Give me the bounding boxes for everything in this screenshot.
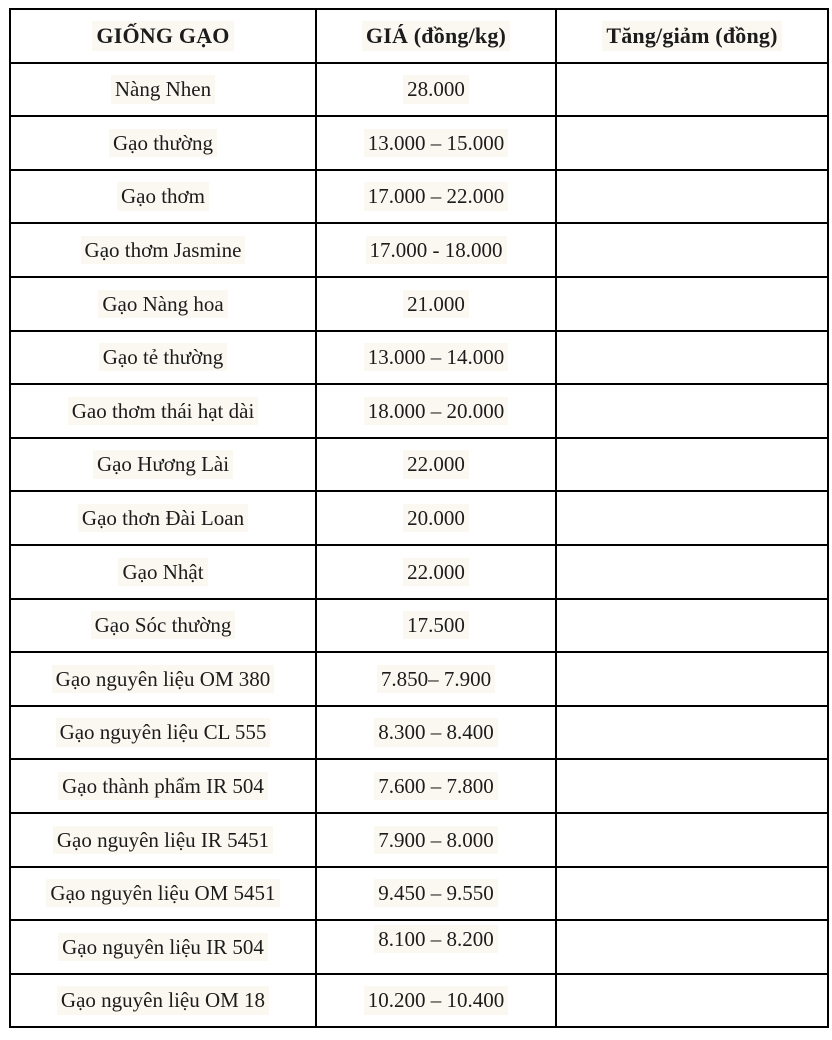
change-cell bbox=[556, 599, 828, 653]
price-cell-text: 17.000 – 22.000 bbox=[364, 182, 509, 210]
price-cell bbox=[316, 223, 556, 277]
table-row bbox=[10, 545, 828, 599]
price-cell-text: 17.500 bbox=[403, 611, 469, 639]
price-cell bbox=[316, 599, 556, 653]
change-cell bbox=[556, 438, 828, 492]
variety-cell bbox=[10, 652, 316, 706]
variety-cell bbox=[10, 867, 316, 921]
variety-cell bbox=[10, 116, 316, 170]
price-cell bbox=[316, 170, 556, 224]
table-row bbox=[10, 759, 828, 813]
price-cell-text: 7.600 – 7.800 bbox=[374, 772, 498, 800]
price-cell bbox=[316, 759, 556, 813]
price-cell bbox=[316, 813, 556, 867]
price-cell bbox=[316, 867, 556, 921]
variety-cell-text: Gạo Nàng hoa bbox=[98, 290, 227, 318]
change-cell bbox=[556, 867, 828, 921]
price-cell-text: 22.000 bbox=[403, 450, 469, 478]
variety-cell-text: Gạo Hương Lài bbox=[93, 450, 233, 478]
change-cell bbox=[556, 384, 828, 438]
change-cell bbox=[556, 545, 828, 599]
price-cell bbox=[316, 63, 556, 117]
price-cell-text: 20.000 bbox=[403, 504, 469, 532]
column-header-change bbox=[556, 9, 828, 63]
change-cell bbox=[556, 920, 828, 974]
table-row bbox=[10, 170, 828, 224]
variety-cell bbox=[10, 384, 316, 438]
change-cell bbox=[556, 63, 828, 117]
price-cell-text: 28.000 bbox=[403, 75, 469, 103]
table-row bbox=[10, 867, 828, 921]
table-row bbox=[10, 974, 828, 1028]
price-cell-text: 9.450 – 9.550 bbox=[374, 879, 498, 907]
price-cell-text: 8.300 – 8.400 bbox=[374, 718, 498, 746]
variety-cell bbox=[10, 759, 316, 813]
variety-cell-text: Gạo Nhật bbox=[118, 558, 207, 586]
table-row bbox=[10, 63, 828, 117]
column-header-price bbox=[316, 9, 556, 63]
price-cell-text: 21.000 bbox=[403, 290, 469, 318]
variety-cell bbox=[10, 331, 316, 385]
variety-cell bbox=[10, 706, 316, 760]
header-row bbox=[10, 9, 828, 63]
table-header bbox=[10, 9, 828, 63]
price-cell bbox=[316, 545, 556, 599]
table-row bbox=[10, 116, 828, 170]
price-cell-text: 13.000 – 15.000 bbox=[364, 129, 509, 157]
table-row bbox=[10, 384, 828, 438]
change-cell bbox=[556, 974, 828, 1028]
table-row bbox=[10, 920, 828, 974]
table-row bbox=[10, 706, 828, 760]
change-cell bbox=[556, 491, 828, 545]
change-cell bbox=[556, 706, 828, 760]
table-row bbox=[10, 813, 828, 867]
variety-cell bbox=[10, 223, 316, 277]
variety-cell-text: Gạo Sóc thường bbox=[91, 611, 236, 639]
variety-cell-text: Gạo nguyên liệu OM 5451 bbox=[46, 879, 279, 907]
price-cell bbox=[316, 116, 556, 170]
change-cell bbox=[556, 170, 828, 224]
variety-cell bbox=[10, 974, 316, 1028]
change-cell bbox=[556, 223, 828, 277]
variety-cell-text: Gạo nguyên liệu OM 18 bbox=[57, 986, 269, 1014]
variety-cell bbox=[10, 170, 316, 224]
price-cell-text: 10.200 – 10.400 bbox=[364, 986, 509, 1014]
price-cell-text: 17.000 - 18.000 bbox=[366, 236, 507, 264]
variety-cell-text: Gạo nguyên liệu IR 504 bbox=[58, 933, 268, 961]
variety-cell bbox=[10, 545, 316, 599]
price-cell bbox=[316, 974, 556, 1028]
rice-price-table bbox=[9, 8, 829, 1028]
price-cell bbox=[316, 277, 556, 331]
price-cell bbox=[316, 438, 556, 492]
column-header-variety bbox=[10, 9, 316, 63]
price-cell bbox=[316, 706, 556, 760]
price-cell bbox=[316, 491, 556, 545]
table-body bbox=[10, 63, 828, 1028]
table-row bbox=[10, 438, 828, 492]
price-cell-text: 8.100 – 8.200 bbox=[374, 925, 498, 953]
variety-cell bbox=[10, 920, 316, 974]
variety-cell-text: Gạo thơm bbox=[117, 182, 209, 210]
column-header-price-label: GIÁ (đồng/kg) bbox=[362, 21, 510, 51]
table-row bbox=[10, 277, 828, 331]
variety-cell bbox=[10, 599, 316, 653]
variety-cell-text: Gạo tẻ thường bbox=[99, 343, 227, 371]
price-cell-text: 7.900 – 8.000 bbox=[374, 826, 498, 854]
table-row bbox=[10, 491, 828, 545]
change-cell bbox=[556, 277, 828, 331]
variety-cell bbox=[10, 277, 316, 331]
table-row bbox=[10, 331, 828, 385]
variety-cell bbox=[10, 491, 316, 545]
change-cell bbox=[556, 116, 828, 170]
table-row bbox=[10, 652, 828, 706]
variety-cell bbox=[10, 63, 316, 117]
price-cell bbox=[316, 331, 556, 385]
price-cell bbox=[316, 652, 556, 706]
variety-cell-text: Gạo nguyên liệu IR 5451 bbox=[53, 826, 273, 854]
variety-cell-text: Gạo thành phẩm IR 504 bbox=[58, 772, 268, 800]
price-cell bbox=[316, 384, 556, 438]
variety-cell-text: Gạo thơm Jasmine bbox=[81, 236, 246, 264]
column-header-change-label: Tăng/giảm (đồng) bbox=[602, 21, 781, 51]
change-cell bbox=[556, 813, 828, 867]
variety-cell-text: Gạo nguyên liệu CL 555 bbox=[56, 718, 271, 746]
change-cell bbox=[556, 652, 828, 706]
price-cell bbox=[316, 920, 556, 974]
variety-cell bbox=[10, 438, 316, 492]
change-cell bbox=[556, 759, 828, 813]
price-cell-text: 13.000 – 14.000 bbox=[364, 343, 509, 371]
variety-cell-text: Gạo thường bbox=[109, 129, 217, 157]
variety-cell-text: Gạo nguyên liệu OM 380 bbox=[52, 665, 275, 693]
price-cell-text: 7.850– 7.900 bbox=[377, 665, 495, 693]
table-row bbox=[10, 599, 828, 653]
variety-cell-text: Nàng Nhen bbox=[111, 75, 215, 103]
column-header-variety-label: GIỐNG GẠO bbox=[92, 21, 233, 51]
table-row bbox=[10, 223, 828, 277]
variety-cell bbox=[10, 813, 316, 867]
variety-cell-text: Gao thơm thái hạt dài bbox=[68, 397, 259, 425]
price-cell-text: 18.000 – 20.000 bbox=[364, 397, 509, 425]
price-cell-text: 22.000 bbox=[403, 558, 469, 586]
change-cell bbox=[556, 331, 828, 385]
variety-cell-text: Gạo thơn Đài Loan bbox=[78, 504, 248, 532]
